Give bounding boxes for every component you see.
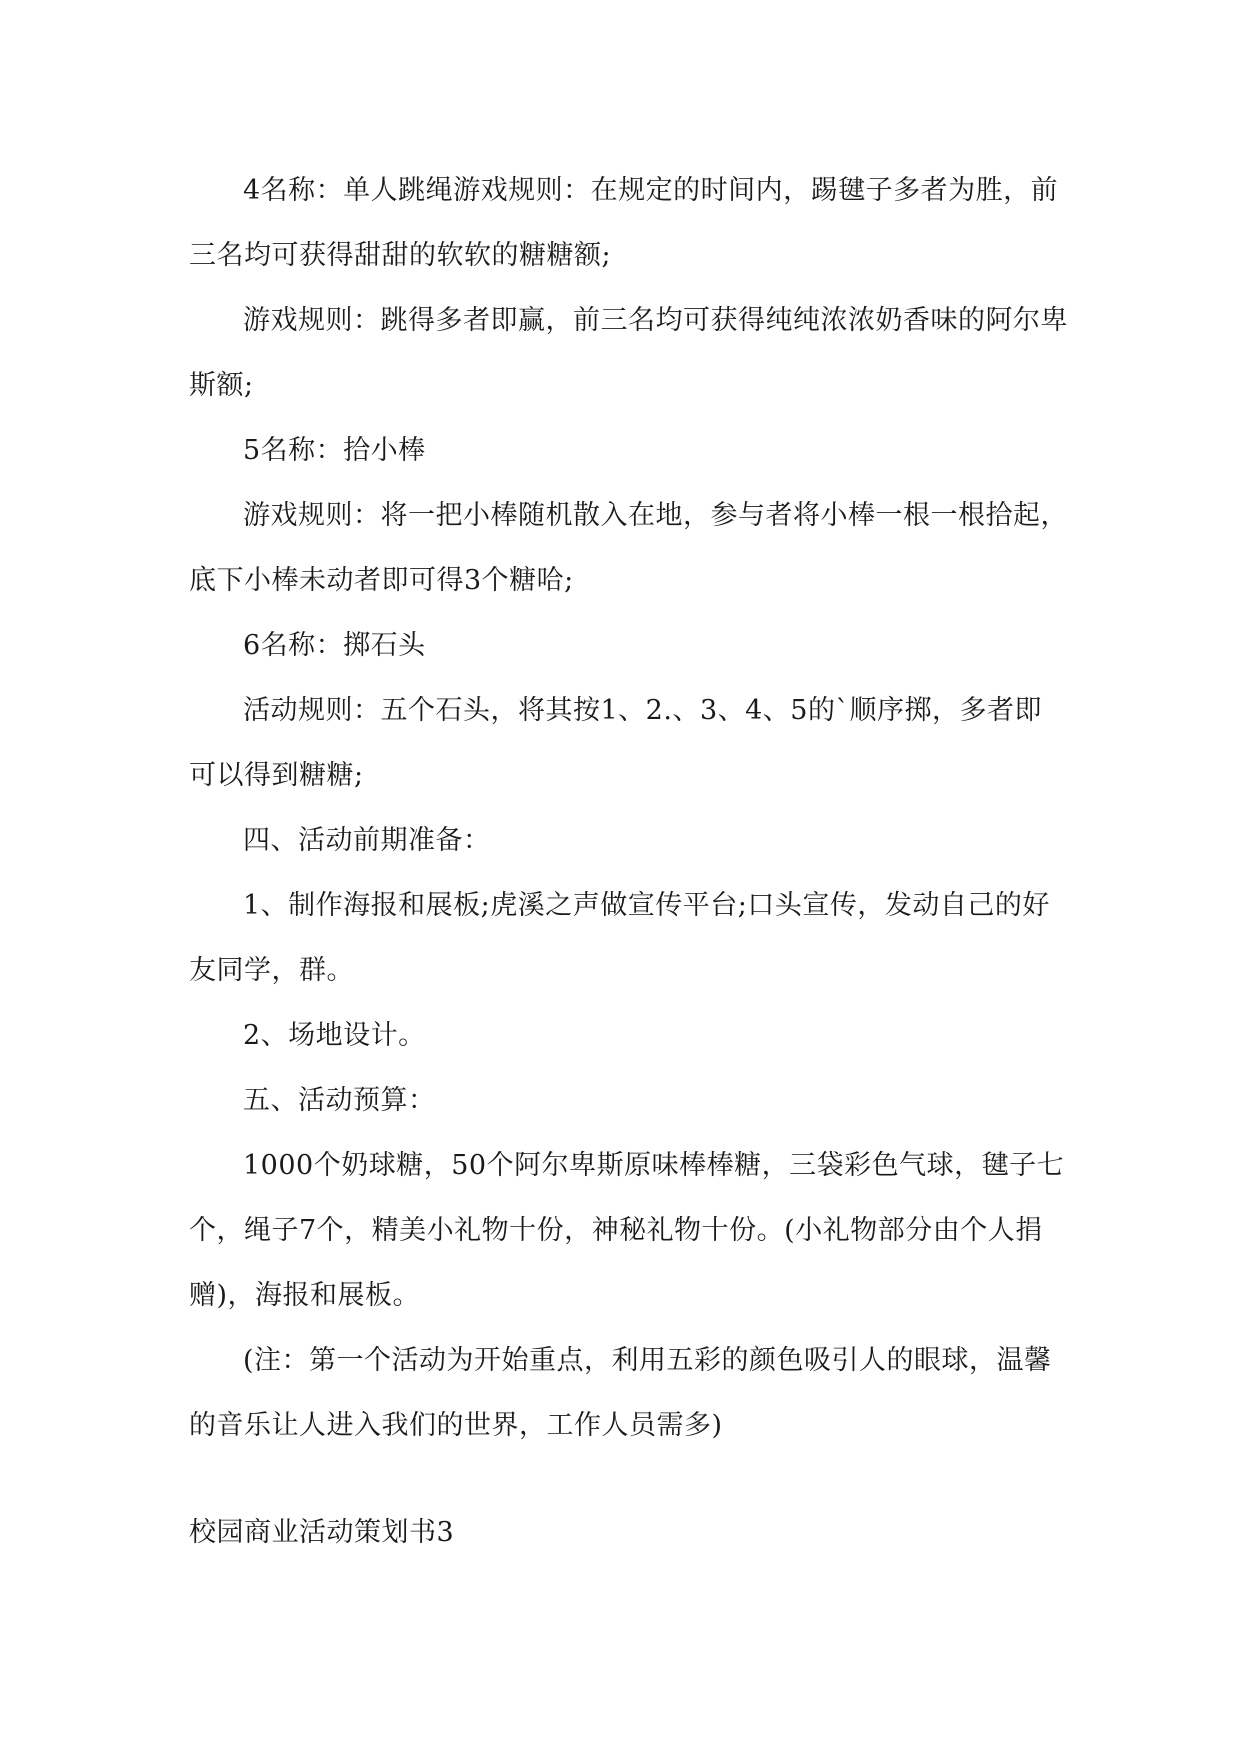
paragraph-jump-rules: 游戏规则：跳得多者即赢，前三名均可获得纯纯浓浓奶香味的阿尔卑斯额; xyxy=(189,305,1068,401)
paragraph-note: (注：第一个活动为开始重点，利用五彩的颜色吸引人的眼球，温馨的音乐让人进入我们的世界，工作人员需多) xyxy=(189,1345,1052,1441)
paragraph-budget: 1000个奶球糖，50个阿尔卑斯原味棒棒糖，三袋彩色气球，毽子七个，绳子7个，精美小礼物十份，神秘礼物十份。(小礼物部分由个人捐赠)，海报和展板。 xyxy=(189,1150,1065,1311)
section-heading-budget: 五、活动预算： xyxy=(243,1085,436,1116)
paragraph-preparation-2: 2、场地设计。 xyxy=(243,1020,426,1051)
next-document-title: 校园商业活动策划书3 xyxy=(189,1517,455,1548)
paragraph-game5-name: 5名称：拾小棒 xyxy=(243,435,426,466)
paragraph-game6-name: 6名称：掷石头 xyxy=(243,630,426,661)
paragraph-preparation-1: 1、制作海报和展板;虎溪之声做宣传平台;口头宣传，发动自己的好友同学，群。 xyxy=(189,890,1050,986)
document-body xyxy=(189,158,1069,1458)
paragraph-game4-rules: 4名称：单人跳绳游戏规则：在规定的时间内，踢毽子多者为胜，前三名均可获得甜甜的软软的糖糖额; xyxy=(189,175,1059,271)
section-heading-preparation: 四、活动前期准备： xyxy=(243,825,491,856)
paragraph-game6-rules: 活动规则：五个石头，将其按1、2.、3、4、5的`顺序掷，多者即可以得到糖糖; xyxy=(189,695,1042,791)
paragraph-game5-rules: 游戏规则：将一把小棒随机散入在地，参与者将小棒一根一根拾起，底下小棒未动者即可得3个糖哈; xyxy=(189,500,1068,596)
